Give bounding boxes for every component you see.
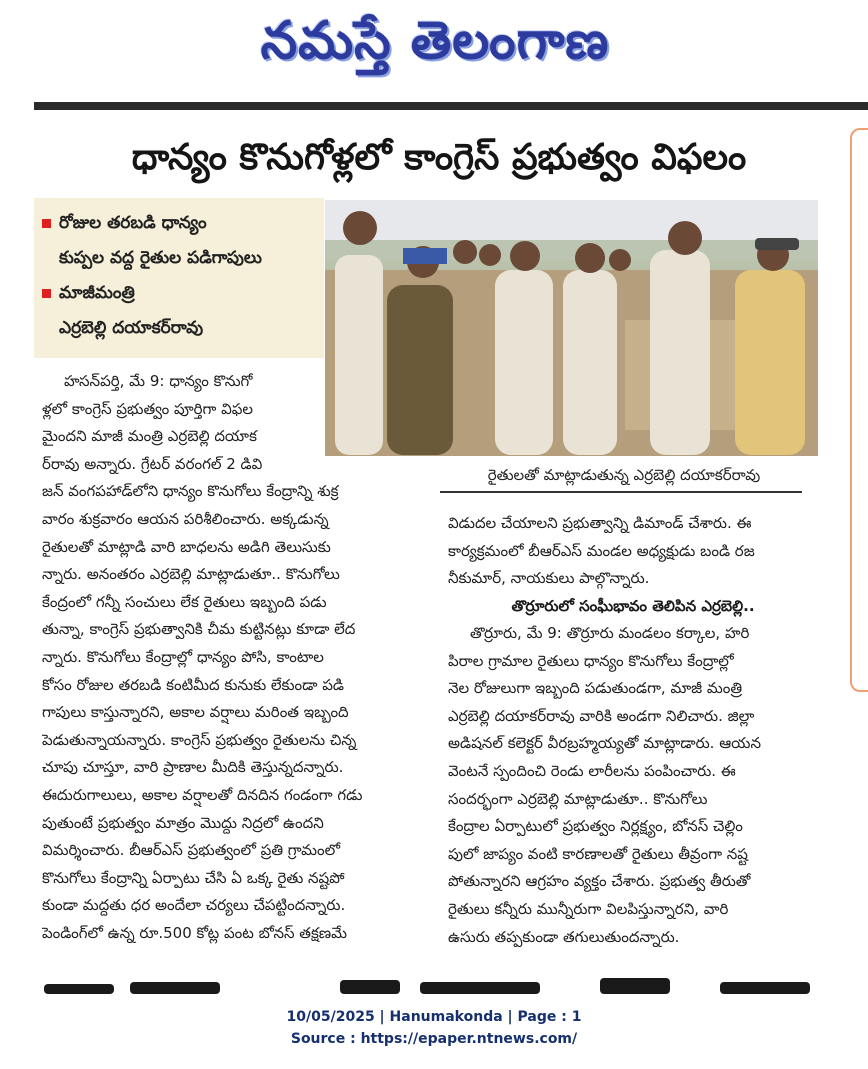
article-line: న్నారు. కొనుగోలు కేంద్రాల్లో ధాన్యం పోసి, కాంటాల bbox=[42, 647, 324, 666]
article-line: ర్‌రావు అన్నారు. గ్రేటర్ వరంగల్ 2 డివి bbox=[42, 454, 263, 473]
bullet-square-icon bbox=[42, 289, 51, 298]
article-line: హసన్‌పర్తి, మే 9: ధాన్యం కొనుగో bbox=[64, 372, 253, 390]
article-line: చూపు చూస్తూ, వారి ప్రాణాల మీదికి తెస్తున్నదన్నారు. bbox=[42, 758, 344, 777]
article-subheading: తొర్రూరులో సంఘీభావం తెలిపిన ఎర్రబెల్లి.. bbox=[511, 597, 755, 615]
article-line: రైతులు కన్నీరు మున్నీరుగా విలపిస్తున్నారని, వారి bbox=[448, 899, 729, 918]
article-column-2-bottom bbox=[448, 620, 818, 951]
top-divider bbox=[34, 102, 868, 110]
caption-divider bbox=[440, 491, 802, 493]
article-line: పిరాల గ్రామాల రైతులు ధాన్యం కొనుగోలు కేంద్రాల్లో bbox=[448, 651, 734, 670]
article-line: పెడుతున్నాయన్నారు. కాంగ్రెస్ ప్రభుత్వం రైతులను చిన్న bbox=[42, 730, 357, 749]
headline: ధాన్యం కొనుగోళ్లలో కాంగ్రెస్ ప్రభుత్వం విఫలం bbox=[131, 137, 747, 178]
article-line: తొర్రూరు, మే 9: తొర్రూరు మండలం కర్కాల, హరి bbox=[470, 624, 750, 642]
article-line: ఉసురు తప్పకుండా తగులుతుందన్నారు. bbox=[448, 927, 680, 946]
article-line: ళ్లలో కాంగ్రెస్ ప్రభుత్వం పూర్తిగా విఫల bbox=[42, 399, 254, 418]
article-line: జన్ వంగపహాడ్‌లోని ధాన్యం కొనుగోలు కేంద్రాన్ని శుక్ర bbox=[42, 482, 339, 501]
article-line: పులో జాప్యం వంటి కారణాలతో రైతులు తీవ్రంగా నష్ట bbox=[448, 844, 749, 863]
highlight-2-cont: ఎర్రబెల్లి దయాకర్‌రావు bbox=[59, 318, 204, 338]
article-line: తున్నా, కాంగ్రెస్ ప్రభుత్వానికి చీమ కుట్టినట్లు కూడా లేద bbox=[42, 620, 356, 639]
footer-source-link[interactable]: Source : https://epaper.ntnews.com/ bbox=[290, 1031, 578, 1047]
bullet-square-icon bbox=[42, 219, 51, 228]
article-line: కుండా మద్దతు ధర అందేలా చర్యలు చేపట్టిందన్నారు. bbox=[42, 896, 346, 915]
article-column-2-top bbox=[448, 510, 818, 593]
article-line: విడుదల చేయాలని ప్రభుత్వాన్ని డిమాండ్ చేశారు. ఈ bbox=[448, 514, 752, 532]
article-line: వెంటనే స్పందించి రెండు లారీలను పంపించారు. ఈ bbox=[448, 761, 736, 780]
article-line: సందర్భంగా ఎర్రబెల్లి మాట్లాడుతూ.. కొనుగోలు bbox=[448, 789, 708, 808]
article-line: కొనుగోలు కేంద్రాన్ని ఏర్పాటు చేసి ఏ ఒక్క రైతు నష్టపో bbox=[42, 868, 345, 887]
page-footer bbox=[0, 1006, 868, 1050]
article-line: పోతున్నారని ఆగ్రహం వ్యక్తం చేశారు. ప్రభుత్వ తీరుతో bbox=[448, 872, 751, 891]
article-line: న్నారు. అనంతరం ఎర్రబెల్లి మాట్లాడుతూ.. కొనుగోలు bbox=[42, 565, 340, 584]
article-line: గాపులు కాస్తున్నారని, అకాల వర్షాలు మరింత ఇబ్బంది bbox=[42, 703, 349, 722]
photo-caption: రైతులతో మాట్లాడుతున్న ఎర్రబెల్లి దయాకర్‌రావు bbox=[487, 466, 761, 484]
article-line: మైందని మాజీ మంత్రి ఎర్రబెల్లి దయాక bbox=[42, 427, 257, 446]
newspaper-logo: నమస్తే తెలంగాణ bbox=[260, 11, 610, 71]
article-line: కేంద్రాల ఏర్పాటులో ప్రభుత్వం నిర్లక్ష్యం, బోనస్ చెల్లిం bbox=[448, 817, 743, 836]
article-line: పెండింగ్‌లో ఉన్న రూ.500 కోట్ల పంట బోనస్ తక్షణమే bbox=[42, 923, 348, 942]
next-headline-fragment bbox=[40, 972, 810, 994]
article-line: పుతుంటే ప్రభుత్వం మాత్రం మొద్దు నిద్రలో ఉందని bbox=[42, 813, 324, 832]
article-column-1 bbox=[42, 368, 440, 947]
article-line: నీకుమార్, నాయకులు పాల్గొన్నారు. bbox=[448, 569, 650, 588]
article-line: కేంద్రంలో గన్నీ సంచులు లేక రైతులు ఇబ్బంది పడు bbox=[42, 592, 327, 611]
adjacent-article-border bbox=[850, 128, 868, 692]
article-line: కార్యక్రమంలో బీఆర్‌ఎస్ మండల అధ్యక్షుడు బండి రజ bbox=[448, 541, 755, 560]
masthead bbox=[0, 0, 868, 100]
article-line: విమర్శించారు. బీఆర్‌ఎస్ ప్రభుత్వంలో ప్రతి గ్రామంలో bbox=[42, 841, 341, 860]
article-line: నెల రోజులుగా ఇబ్బంది పడుతుండగా, మాజీ మంత్రి bbox=[448, 679, 743, 698]
highlight-1: రోజుల తరబడి ధాన్యం bbox=[42, 206, 322, 241]
article-line: ఈదురుగాలులు, అకాల వర్షాలతో దినదిన గండంగా గడు bbox=[42, 785, 363, 804]
article-line: కోసం రోజుల తరబడి కంటిమీద కునుకు లేకుండా పడి bbox=[42, 675, 345, 694]
cut-off-headline-shapes bbox=[40, 972, 810, 994]
highlight-1-cont: కుప్పల వద్ద రైతుల పడిగాపులు bbox=[59, 248, 262, 268]
article-line: ఎర్రబెల్లి దయాకర్‌రావు వారికి అండగా నిలిచారు. జిల్లా bbox=[448, 706, 755, 725]
article-line: వారం శుక్రవారం ఆయన పరిశీలించారు. అక్కడున్న bbox=[42, 509, 329, 528]
article-line: రైతులతో మాట్లాడి వారి బాధలను అడిగి తెలుసుకు bbox=[42, 537, 331, 556]
article-line: అడిషనల్ కలెక్టర్ వీరబ్రహ్మయ్యతో మాట్లాడారు. ఆయన bbox=[448, 734, 761, 753]
highlight-2: మాజీమంత్రి bbox=[42, 276, 322, 311]
footer-edition-info: 10/05/2025 | Hanumakonda | Page : 1 bbox=[286, 1009, 582, 1025]
